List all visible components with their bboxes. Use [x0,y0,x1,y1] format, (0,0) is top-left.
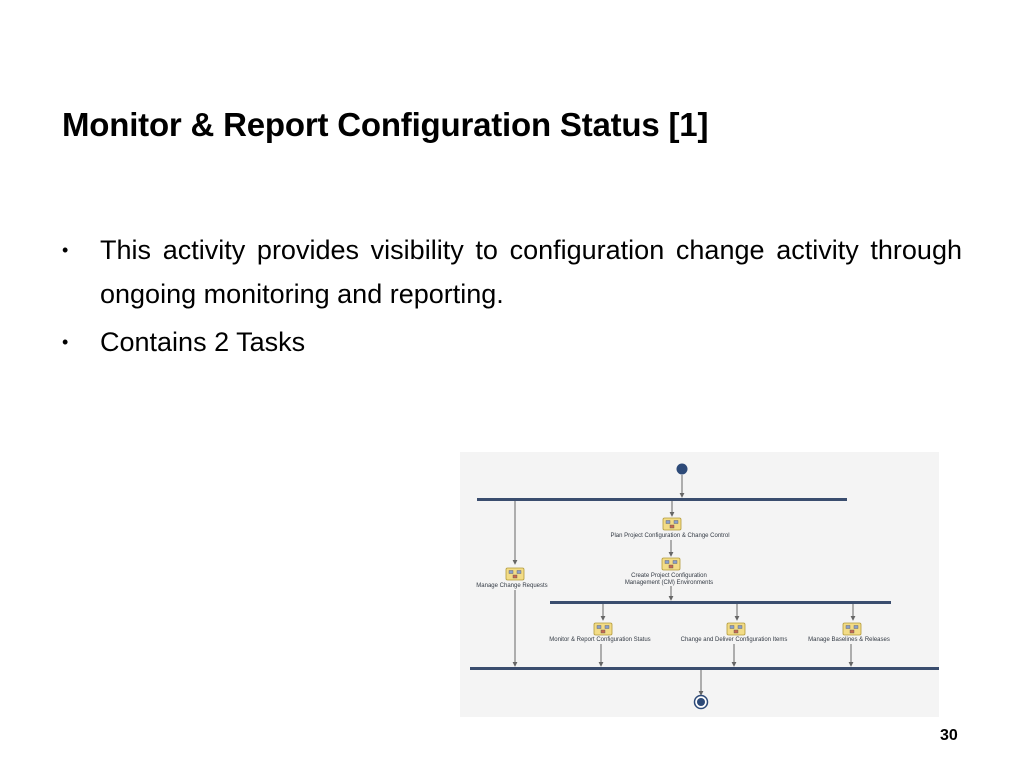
bullet-dot-icon: • [62,332,69,352]
monitor-task-label: Monitor & Report Configuration Status [549,637,651,643]
end-node-core [697,698,705,706]
create-task-icon [662,558,680,570]
activity-diagram [460,452,939,717]
fork-bar [477,498,847,501]
manage-cr-task-label: Manage Change Requests [476,583,548,589]
bullet-text: This activity provides visibility to configuration change activity through ongoing monitoring and reporting. [100,235,962,309]
plan-task-icon [663,518,681,530]
bullet-text: Contains 2 Tasks [100,327,306,357]
plan-task-label: Plan Project Configuration & Change Control [610,533,730,539]
slide-title: Monitor & Report Configuration Status [1] [62,106,709,143]
bullet-dot-icon: • [62,240,69,260]
bullet-item [62,320,962,364]
baselines-task-label: Manage Baselines & Releases [808,637,890,643]
join-bar [470,667,939,670]
fork-bar [550,601,891,604]
change-deliver-task-icon [727,623,745,635]
baselines-task-icon [843,623,861,635]
monitor-task-icon [594,623,612,635]
bullet-list [62,228,962,368]
start-node [677,464,688,475]
activity-diagram-svg [460,452,939,717]
page-number: 30 [940,727,958,744]
create-task-label-2: Management (CM) Environments [624,580,714,586]
change-deliver-task-label: Change and Deliver Configuration Items [680,637,788,643]
create-task-label: Create Project Configuration [631,573,707,579]
bullet-item [62,228,962,316]
manage-cr-task-icon [506,568,524,580]
